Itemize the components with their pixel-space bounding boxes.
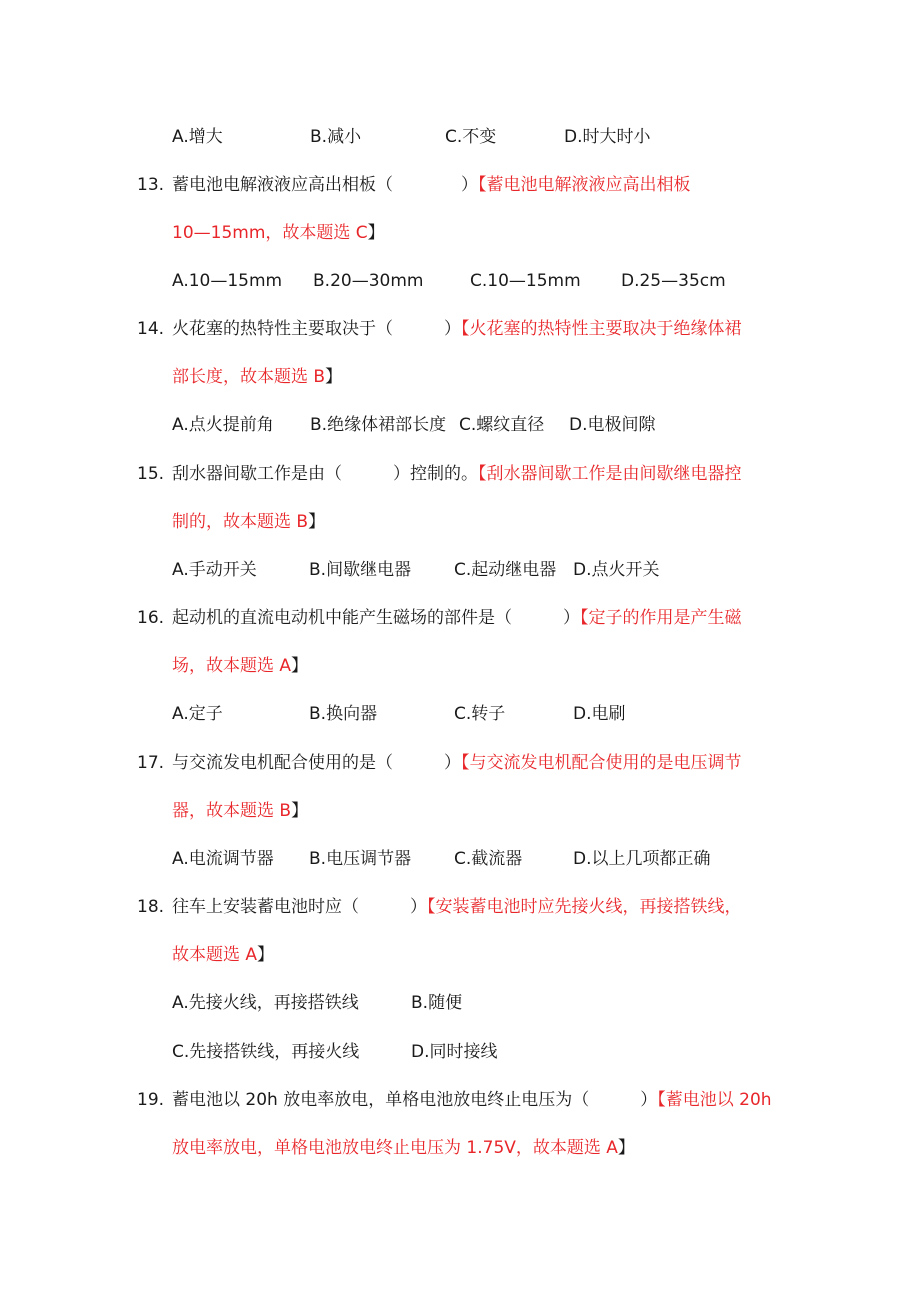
- q17-question: [172, 748, 820, 778]
- q16-answer-close: 】: [291, 656, 309, 676]
- q16-number: 16.: [137, 608, 165, 628]
- q14-option-d: D.电极间隙: [569, 415, 656, 435]
- q12-options-row: [172, 122, 820, 152]
- q16-option-b: B.换向器: [309, 704, 378, 724]
- q14-options-row: [172, 410, 820, 440]
- q19-answer-line1: 【蓄电池以 20h: [657, 1090, 772, 1110]
- q18-number: 18.: [137, 897, 165, 917]
- q14-option-c: C.螺纹直径: [459, 415, 545, 435]
- q19-number: 19.: [137, 1090, 165, 1110]
- q14-option-b: B.绝缘体裙部长度: [310, 415, 447, 435]
- q15-option-d: D.点火开关: [573, 560, 660, 580]
- q12-option-d: D.时大时小: [564, 127, 651, 147]
- q13-option-a: A.10—15mm: [172, 271, 283, 291]
- q13-options-row: [172, 266, 820, 296]
- q19-question: [172, 1085, 820, 1115]
- q17-number: 17.: [137, 753, 165, 773]
- q17-option-d: D.以上几项都正确: [573, 849, 711, 869]
- q14-text: 火花塞的热特性主要取决于（ ）: [172, 319, 461, 339]
- q13-option-c: C.10—15mm: [470, 271, 581, 291]
- q18-options-row2: [172, 1037, 820, 1067]
- q13-text: 蓄电池电解液液应高出相板（ ）: [172, 175, 478, 195]
- q15-answer-line1: 【刮水器间歇工作是由间歇继电器控: [478, 464, 742, 484]
- q17-option-c: C.截流器: [454, 849, 523, 869]
- q18-option-d: D.同时接线: [411, 1042, 498, 1062]
- q14-answer-line1: 【火花塞的热特性主要取决于绝缘体裙: [461, 319, 742, 339]
- q16-answer-cont: [172, 651, 820, 681]
- q14-answer-close: 】: [325, 367, 343, 387]
- q15-answer-close: 】: [308, 512, 326, 532]
- q14-answer-cont: [172, 362, 820, 392]
- q18-option-c: C.先接搭铁线，再接火线: [172, 1042, 360, 1062]
- q12-option-c: C.不变: [445, 127, 497, 147]
- q17-answer-close: 】: [291, 801, 309, 821]
- q19-answer-cont: [172, 1133, 820, 1163]
- q16-text: 起动机的直流电动机中能产生磁场的部件是（ ）: [172, 608, 580, 628]
- q16-question: [172, 603, 820, 633]
- q19-answer-line2: 放电率放电，单格电池放电终止电压为 1.75V，故本题选 A: [172, 1138, 618, 1158]
- q17-answer-cont: [172, 796, 820, 826]
- q19-text: 蓄电池以 20h 放电率放电，单格电池放电终止电压为（ ）: [172, 1090, 658, 1110]
- q17-option-b: B.电压调节器: [309, 849, 412, 869]
- q15-option-a: A.手动开关: [172, 560, 257, 580]
- q15-option-b: B.间歇继电器: [309, 560, 412, 580]
- q16-option-c: C.转子: [454, 704, 506, 724]
- q15-number: 15.: [137, 464, 165, 484]
- q15-option-c: C.起动继电器: [454, 560, 557, 580]
- q16-answer-line1: 【定子的作用是产生磁: [580, 608, 742, 628]
- q17-answer-line1: 【与交流发电机配合使用的是电压调节: [461, 753, 742, 773]
- q14-option-a: A.点火提前角: [172, 415, 274, 435]
- q13-question: [172, 170, 820, 200]
- q18-options-row1: [172, 988, 820, 1018]
- q13-answer-cont: [172, 218, 820, 248]
- q15-options-row: [172, 555, 820, 585]
- q18-answer-cont: [172, 940, 820, 970]
- q14-question: [172, 314, 820, 344]
- q16-answer-line2: 场，故本题选 A: [172, 656, 292, 676]
- q16-options-row: [172, 699, 820, 729]
- q17-option-a: A.电流调节器: [172, 849, 274, 869]
- q13-answer-line1: 【蓄电池电解液液应高出相板: [478, 175, 691, 195]
- q18-answer-line1: 【安装蓄电池时应先接火线，再接搭铁线，: [427, 897, 742, 917]
- q18-option-b: B.随便: [411, 993, 463, 1013]
- q15-question: [172, 459, 820, 489]
- q13-answer-line2: 10—15mm，故本题选 C: [172, 223, 368, 243]
- q15-answer-line2: 制的，故本题选 B: [172, 512, 309, 532]
- q14-answer-line2: 部长度，故本题选 B: [172, 367, 326, 387]
- q14-number: 14.: [137, 319, 165, 339]
- q15-text: 刮水器间歇工作是由（ ）控制的。: [172, 464, 478, 484]
- q16-option-d: D.电刷: [573, 704, 626, 724]
- q13-number: 13.: [137, 175, 165, 195]
- q18-text: 往车上安装蓄电池时应（ ）: [172, 897, 427, 917]
- q17-options-row: [172, 844, 820, 874]
- q18-answer-line2: 故本题选 A: [172, 945, 258, 965]
- q13-option-b: B.20—30mm: [313, 271, 424, 291]
- q16-option-a: A.定子: [172, 704, 223, 724]
- q13-option-d: D.25—35cm: [621, 271, 726, 291]
- q15-answer-cont: [172, 507, 820, 537]
- q19-answer-close: 】: [617, 1138, 635, 1158]
- q17-answer-line2: 器，故本题选 B: [172, 801, 292, 821]
- q12-option-b: B.减小: [310, 127, 362, 147]
- q18-answer-close: 】: [257, 945, 275, 965]
- q17-text: 与交流发电机配合使用的是（ ）: [172, 753, 461, 773]
- q18-option-a: A.先接火线，再接搭铁线: [172, 993, 359, 1013]
- q13-answer-close: 】: [367, 223, 385, 243]
- q12-option-a: A.增大: [172, 127, 223, 147]
- q18-question: [172, 892, 820, 922]
